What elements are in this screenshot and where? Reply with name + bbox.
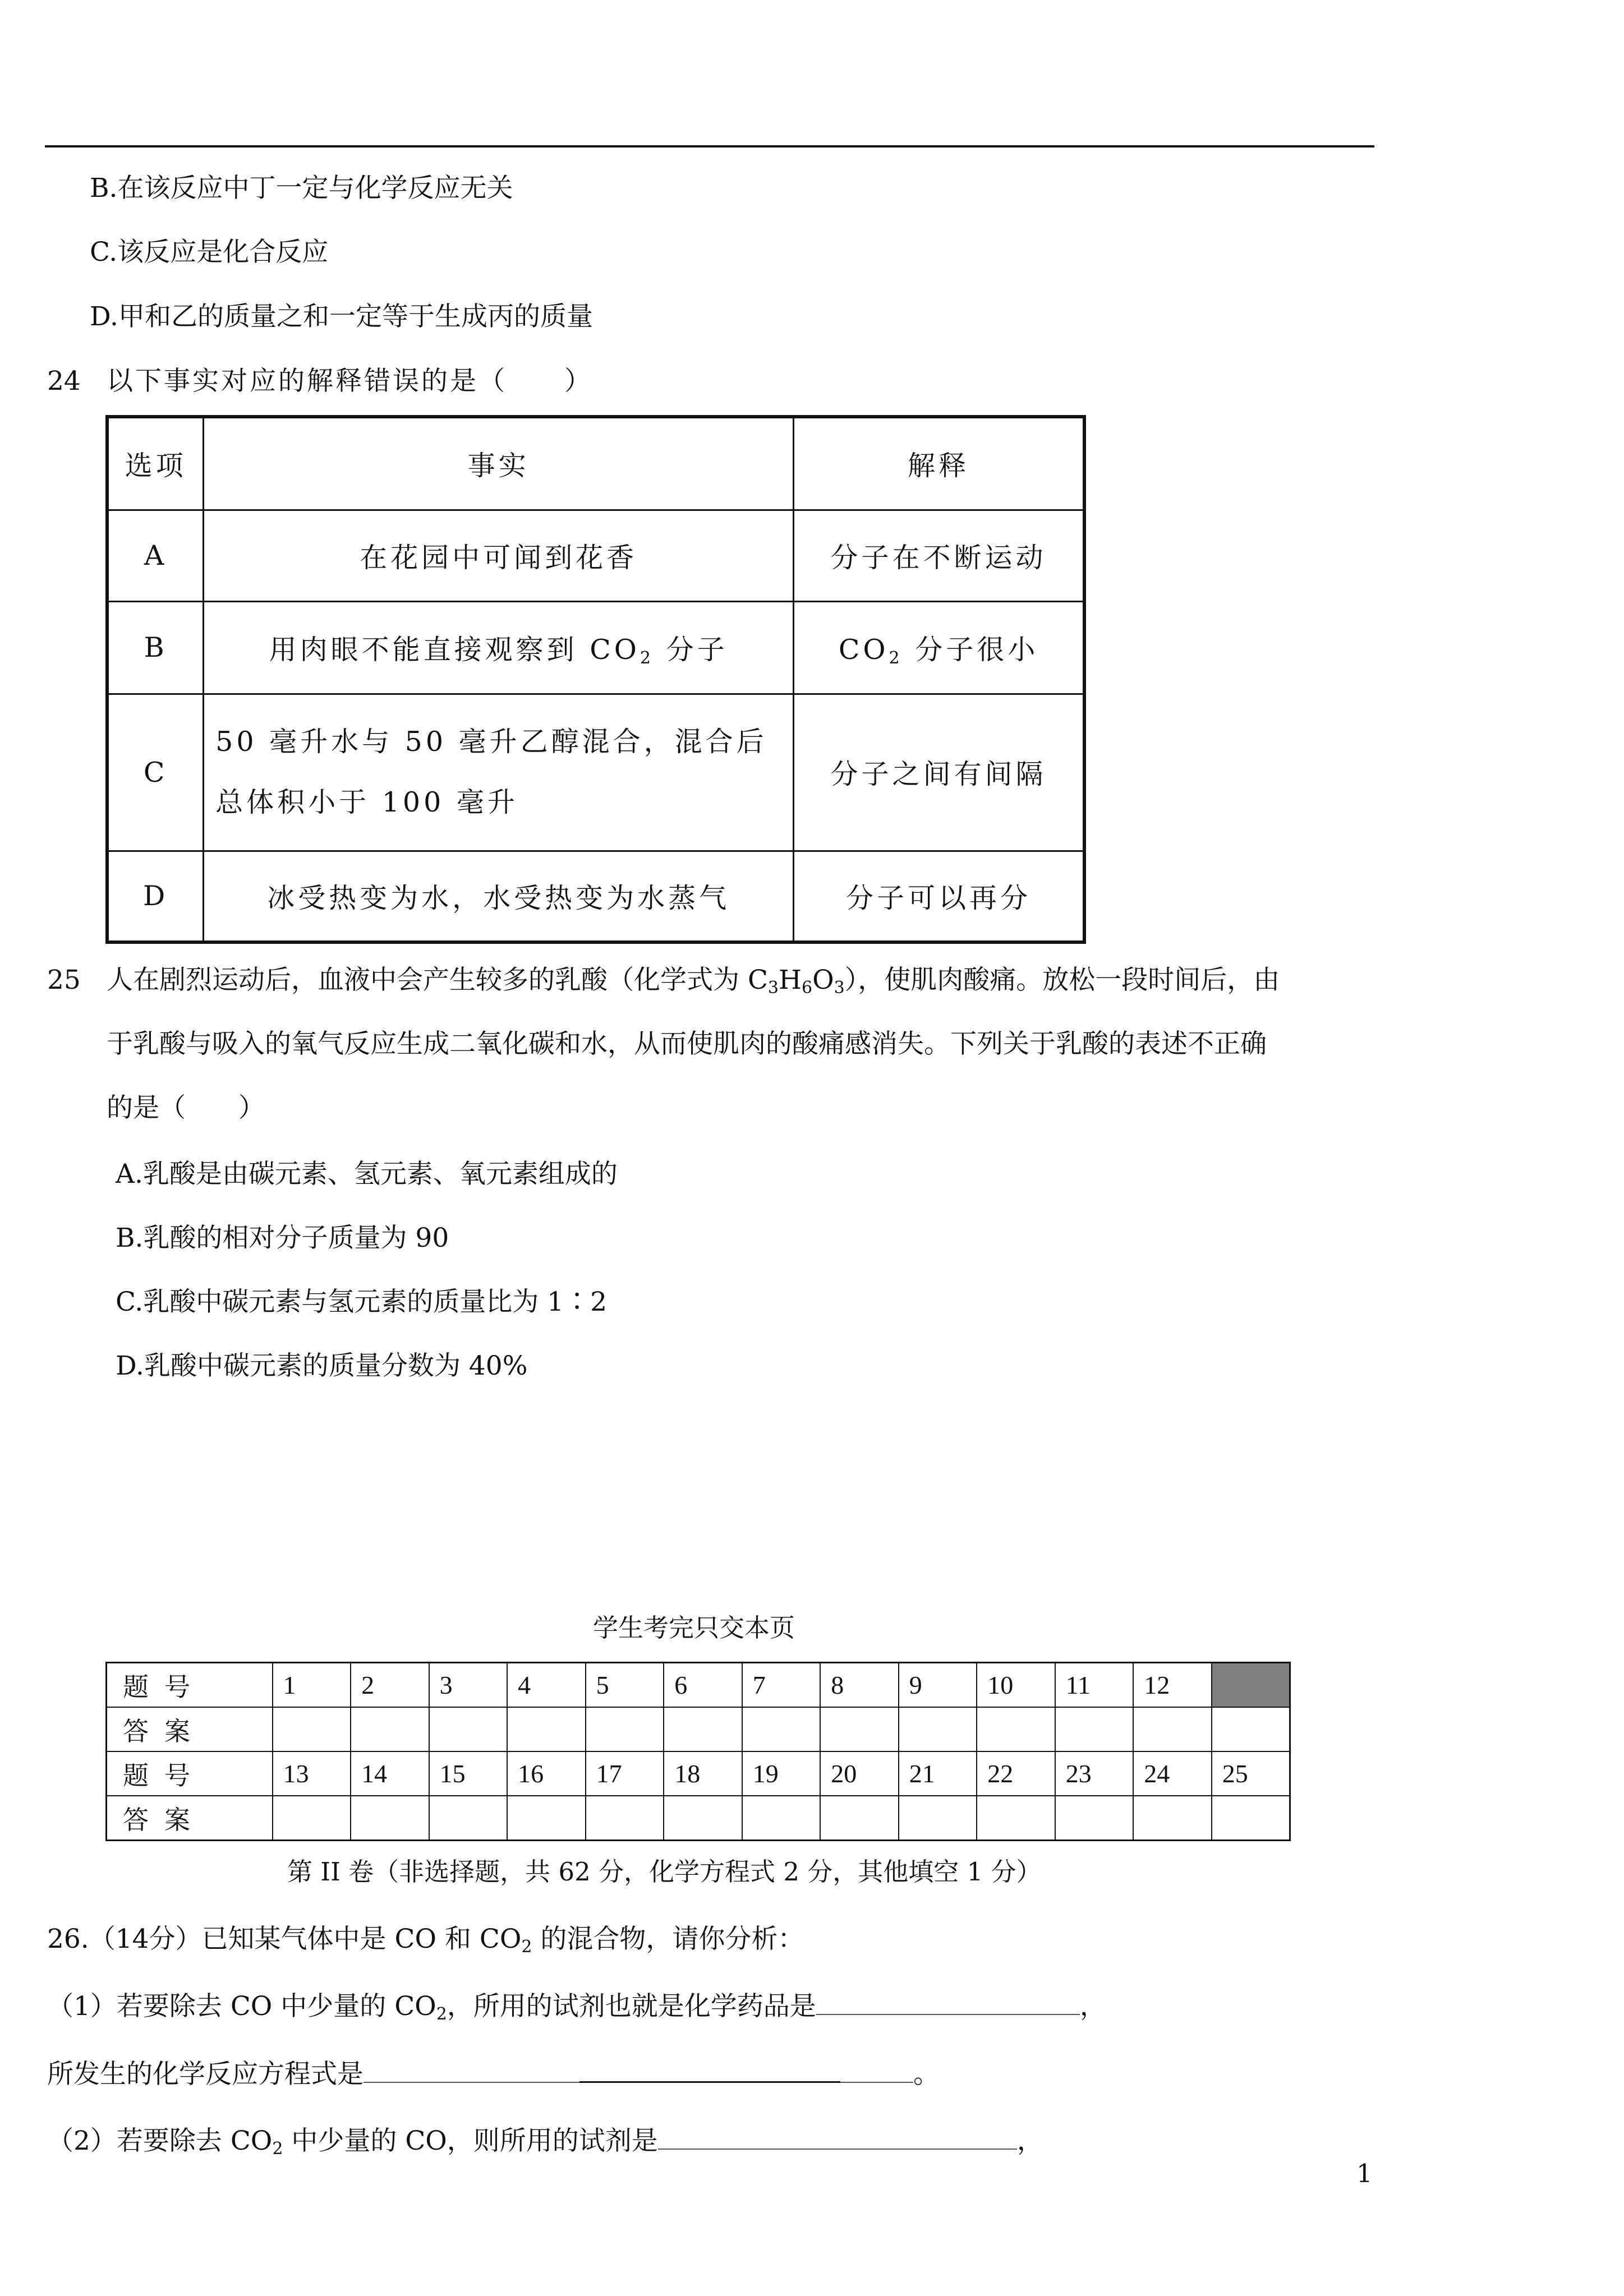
grid-q23: 23	[1055, 1751, 1134, 1796]
q26-p2-sub: 2	[272, 2139, 283, 2159]
q25-line1-text: 人在剧烈运动后，血液中会产生较多的乳酸（化学式为 C	[107, 965, 768, 995]
grid-q10: 10	[977, 1663, 1055, 1708]
q23-option-b: B.在该反应中丁一定与化学反应无关	[90, 173, 513, 204]
q25-formula-sub1: 3	[767, 978, 779, 998]
grid-answer-cell[interactable]	[429, 1796, 508, 1841]
grid-answer-cell[interactable]	[1055, 1707, 1134, 1751]
q26-p2-end: ，	[1016, 2126, 1043, 2156]
q25-formula-h: H	[779, 965, 802, 995]
grid-answer-cell[interactable]	[1133, 1707, 1212, 1751]
q25-option-b: B.乳酸的相对分子质量为 90	[116, 1223, 449, 1253]
grid-q20: 20	[820, 1751, 899, 1796]
grid-answer-cell[interactable]	[586, 1796, 664, 1841]
answer-grid	[105, 1662, 1291, 1841]
answer-grid-answer-row-1	[107, 1707, 1290, 1751]
q26-p1-text: （1）若要除去 CO 中少量的 CO	[47, 1991, 436, 2022]
q26-p1-equation-end: 。	[913, 2059, 940, 2090]
grid-answer-cell[interactable]	[273, 1796, 351, 1841]
q26-stem-text: 26.（14分）已知某气体中是 CO 和 CO	[47, 1924, 522, 1954]
q26-part1-equation	[47, 2054, 940, 2091]
grid-label-question-1: 题号	[107, 1663, 273, 1708]
q24-number: 24	[47, 366, 81, 397]
grid-empty-cell	[1212, 1707, 1290, 1751]
grid-q13: 13	[273, 1751, 351, 1796]
grid-q24: 24	[1133, 1751, 1212, 1796]
q25-formula-sub3: 3	[834, 978, 845, 998]
q25-option-d: D.乳酸中碳元素的质量分数为 40%	[116, 1350, 528, 1381]
grid-answer-cell[interactable]	[977, 1707, 1055, 1751]
grid-answer-cell[interactable]	[351, 1796, 429, 1841]
q26-stem-sub: 2	[521, 1937, 532, 1957]
grid-answer-cell[interactable]	[351, 1707, 429, 1751]
q25-formula-o: O	[812, 965, 834, 995]
grid-answer-cell[interactable]	[899, 1796, 977, 1841]
q24-row-a-fact: 在花园中可闻到花香	[204, 510, 794, 601]
q23-option-d: D.甲和乙的质量之和一定等于生成丙的质量	[90, 301, 593, 332]
grid-label-question-2: 题号	[107, 1751, 273, 1796]
grid-label-answer-2: 答案	[107, 1796, 273, 1841]
q25-option-a: A.乳酸是由碳元素、氢元素、氧元素组成的	[116, 1159, 618, 1190]
answer-grid-question-row-1	[107, 1663, 1290, 1708]
grid-q8: 8	[820, 1663, 899, 1708]
section2-title: 第 II 卷（非选择题，共 62 分，化学方程式 2 分，其他填空 1 分）	[287, 1857, 1042, 1887]
q24-row-b-expl-text2: 分子很小	[903, 633, 1039, 666]
q26-stem	[47, 1922, 804, 1956]
q26-p2-text2: 中少量的 CO，则所用的试剂是	[283, 2126, 658, 2156]
q25-line3: 的是（ ）	[107, 1092, 265, 1123]
q23-option-c: C.该反应是化合反应	[90, 237, 329, 268]
q24-row-a-explanation: 分子在不断运动	[794, 510, 1084, 601]
q26-part1	[47, 1987, 1106, 2023]
grid-q17: 17	[586, 1751, 664, 1796]
q26-part2	[47, 2122, 1043, 2158]
grid-answer-cell[interactable]	[664, 1796, 742, 1841]
answer-grid-question-row-2	[107, 1751, 1290, 1796]
grid-q14: 14	[351, 1751, 429, 1796]
header-rule	[45, 145, 1374, 147]
q26-p1-equation-blank-2[interactable]	[579, 2054, 840, 2083]
q24-header-option: 选项	[107, 417, 204, 510]
q25-line2: 于乳酸与吸入的氧气反应生成二氧化碳和水，从而使肌肉的酸痛感消失。下列关于乳酸的表述不正确	[107, 1029, 1267, 1059]
grid-answer-cell[interactable]	[899, 1707, 977, 1751]
grid-answer-cell[interactable]	[1133, 1796, 1212, 1841]
q24-row-a-option: A	[107, 510, 204, 601]
q24-row-b-fact-text2: 分子	[654, 633, 728, 666]
grid-answer-cell[interactable]	[977, 1796, 1055, 1841]
grid-q16: 16	[507, 1751, 586, 1796]
q24-row-b-expl-text: CO	[838, 633, 889, 666]
grid-q18: 18	[664, 1751, 742, 1796]
grid-q22: 22	[977, 1751, 1055, 1796]
q24-header-fact: 事实	[204, 417, 794, 510]
grid-answer-cell[interactable]	[586, 1707, 664, 1751]
q24-row-c-option: C	[107, 694, 204, 851]
q24-row-b-explanation	[794, 601, 1084, 694]
q24-row-d-explanation: 分子可以再分	[794, 851, 1084, 942]
grid-filler-cell	[1212, 1663, 1290, 1708]
grid-answer-cell[interactable]	[507, 1796, 586, 1841]
q24-row-c-fact: 50 毫升水与 50 毫升乙醇混合，混合后总体积小于 100 毫升	[204, 694, 794, 851]
grid-q21: 21	[899, 1751, 977, 1796]
grid-q6: 6	[664, 1663, 742, 1708]
q24-row-d-option: D	[107, 851, 204, 942]
grid-q9: 9	[899, 1663, 977, 1708]
grid-q5: 5	[586, 1663, 664, 1708]
grid-q2: 2	[351, 1663, 429, 1708]
q24-row-d	[107, 851, 1084, 942]
q24-row-a	[107, 510, 1084, 601]
q25-formula-sub2: 6	[802, 978, 813, 998]
q24-header-explanation: 解释	[794, 417, 1084, 510]
q24-row-b-fact-text: 用肉眼不能直接观察到 CO	[269, 633, 640, 666]
q24-row-c-explanation: 分子之间有间隔	[794, 694, 1084, 851]
answer-sheet-title: 学生考完只交本页	[593, 1613, 795, 1643]
q25-number: 25	[47, 965, 81, 995]
grid-answer-cell[interactable]	[507, 1707, 586, 1751]
grid-answer-cell[interactable]	[742, 1707, 821, 1751]
answer-grid-answer-row-2	[107, 1796, 1290, 1841]
grid-answer-cell[interactable]	[1055, 1796, 1134, 1841]
q26-p1-equation-blank[interactable]	[364, 2055, 579, 2083]
page-number: 1	[1356, 2159, 1373, 2188]
q26-p2-reagent-blank[interactable]	[658, 2122, 1017, 2150]
grid-q1: 1	[273, 1663, 351, 1708]
grid-answer-cell[interactable]	[273, 1707, 351, 1751]
q24-row-b-fact-sub: 2	[640, 648, 655, 668]
q26-p2-text: （2）若要除去 CO	[47, 2126, 273, 2156]
q24-row-b-fact	[204, 601, 794, 694]
grid-answer-cell[interactable]	[820, 1796, 899, 1841]
q25-line1	[107, 963, 1280, 997]
grid-q12: 12	[1133, 1663, 1212, 1708]
q24-row-c	[107, 694, 1084, 851]
grid-q7: 7	[742, 1663, 821, 1708]
q24-table	[105, 415, 1086, 944]
grid-q3: 3	[429, 1663, 508, 1708]
q24-row-b-option: B	[107, 601, 204, 694]
q26-p1-equation-blank-3[interactable]	[840, 2055, 913, 2083]
grid-answer-cell[interactable]	[664, 1707, 742, 1751]
grid-q11: 11	[1055, 1663, 1134, 1708]
q26-p1-end: ，	[1079, 1991, 1106, 2022]
grid-q19: 19	[742, 1751, 821, 1796]
q26-p1-text2: ，所用的试剂也就是化学药品是	[447, 1991, 816, 2022]
grid-q4: 4	[507, 1663, 586, 1708]
q24-row-d-fact: 冰受热变为水，水受热变为水蒸气	[204, 851, 794, 942]
q26-p1-sub: 2	[436, 2004, 447, 2024]
grid-answer-cell[interactable]	[429, 1707, 508, 1751]
grid-answer-cell[interactable]	[1212, 1796, 1290, 1841]
q26-stem-text2: 的混合物，请你分析：	[532, 1924, 804, 1954]
grid-label-answer-1: 答案	[107, 1707, 273, 1751]
grid-answer-cell[interactable]	[820, 1707, 899, 1751]
q24-row-b	[107, 601, 1084, 694]
q24-row-b-expl-sub: 2	[889, 648, 903, 668]
grid-q25: 25	[1212, 1751, 1290, 1796]
q24-header-row	[107, 417, 1084, 510]
q24-stem: 以下事实对应的解释错误的是（ ）	[107, 366, 593, 397]
q26-p1-equation-label: 所发生的化学反应方程式是	[47, 2059, 364, 2090]
q26-p1-reagent-blank[interactable]	[816, 1987, 1080, 2015]
grid-answer-cell[interactable]	[742, 1796, 821, 1841]
grid-q15: 15	[429, 1751, 508, 1796]
q25-line1-text2: ），使肌肉酸痛。放松一段时间后，由	[844, 965, 1280, 995]
q25-option-c: C.乳酸中碳元素与氢元素的质量比为 1∶2	[116, 1287, 607, 1317]
